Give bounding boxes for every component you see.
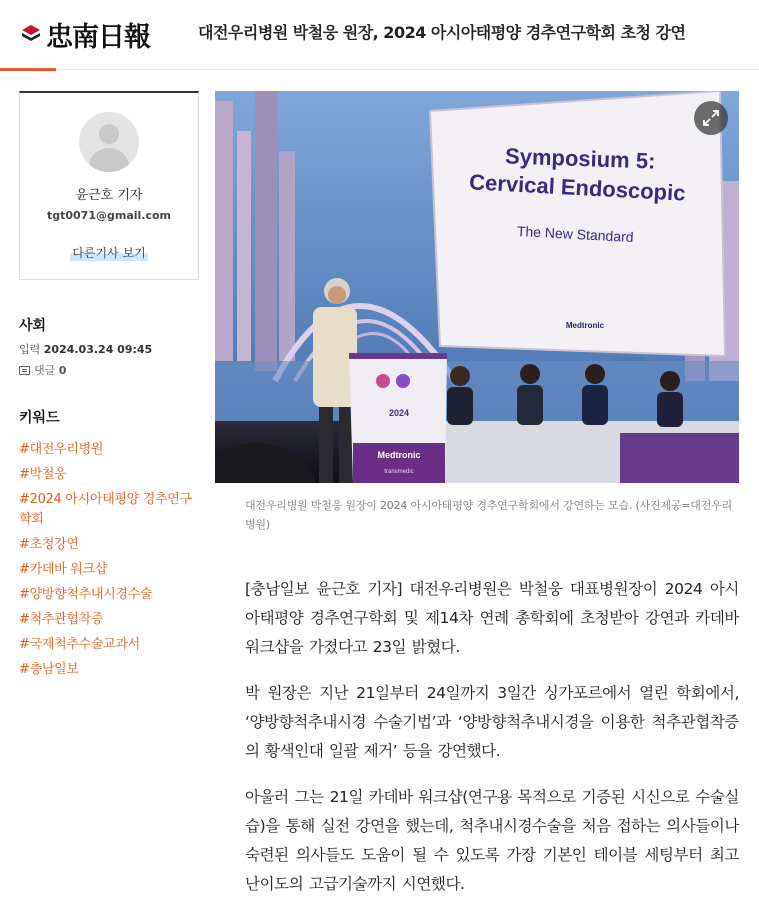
author-card [19,91,199,280]
keyword-list [19,440,199,685]
logo-mark-icon [20,23,42,45]
slide-line-1: Symposium 5: [504,143,656,174]
podium-sub: transmedic [384,469,414,475]
site-logo[interactable] [20,14,150,54]
author-name: 윤근호 기자 [75,188,143,203]
article-paragraph: 박 원장은 지난 21일부터 24일까지 3일간 싱가포르에서 열린 학회에서, ‘양방향척추내시경 수술기법’과 ‘양방향척추내시경을 이용한 척추관협착증의 황색인대 일괄 제거’ 등을 강연했다. [245,684,739,760]
article-paragraph: [충남일보 윤근호 기자] 대전우리병원은 박철웅 대표병원장이 2024 아시아태평양 경추연구학회 및 제14차 연례 총학회에 초청받아 강연과 카데바 워크샵을 가졌다고 23일 밝혔다. [245,580,739,656]
section-name[interactable]: 사회 [19,318,47,334]
publish-date [19,341,152,357]
publish-date-value: 2024.03.24 09:45 [43,343,153,356]
avatar-body-shape [89,148,129,172]
avatar [79,112,139,172]
slide-line-2: Cervical Endoscopic [468,169,687,206]
keyword-link[interactable]: #박철웅 [19,467,67,482]
keyword-link[interactable]: #충남일보 [19,662,79,677]
keyword-link[interactable]: #초청강연 [19,537,79,552]
comment-icon [19,366,30,375]
conference-photo-illustration [215,91,739,483]
author-email[interactable]: tgt0071@gmail.com [46,209,172,222]
expand-icon [694,101,728,135]
slide-sponsor-2: transmedic [612,356,648,363]
podium-brand: Medtronic [377,450,421,460]
publish-date-label: 입력 [19,343,41,356]
keyword-link[interactable]: #척추관협착증 [19,612,104,627]
slide-sponsor-1: Medtronic [565,321,605,330]
avatar-head-shape [99,124,119,144]
comment-label: 댓글 [34,364,56,377]
article-headline: 대전우리병원 박철웅 원장, 2024 아시아태평양 경추연구학회 초청 강연 [198,23,686,42]
slide-line-3: The New Standard [516,222,634,246]
comment-count[interactable] [19,362,66,378]
keyword-link[interactable]: #국제척추수술교과서 [19,637,140,652]
header-accent-bar [0,68,56,71]
expand-photo-button[interactable] [694,101,728,135]
site-header [0,0,759,70]
keyword-link[interactable]: #양방향척추내시경수술 [19,587,153,602]
article-photo[interactable] [215,91,739,483]
article-paragraph: 아울러 그는 21일 카데바 워크샵(연구용 목적으로 기증된 시신으로 수술실습)을 통해 실전 강연을 했는데, 척추내시경수술을 처음 접하는 의사들이나 숙련된 의사들도 도움이 될 수 있도록 가장 기본인 테이블 세팅부터 최고 난이도의 고급기술까지 시연했다. [245,788,739,893]
keyword-title: 키워드 [19,410,60,426]
comment-count-value: 0 [58,363,67,377]
keyword-link[interactable]: #카데바 워크샵 [19,562,107,577]
podium-year: 2024 [388,408,410,418]
keyword-link[interactable]: #2024 아시아태평양 경추연구학회 [19,492,192,527]
more-articles-link[interactable]: 다른기사 보기 [72,246,146,260]
article-body [245,575,739,902]
photo-caption: 대전우리병원 박철웅 원장이 2024 아시아태평양 경추연구학회에서 강연하는 모습. (사진제공=대전우리병원) [245,499,733,531]
keyword-link[interactable]: #대전우리병원 [19,442,104,457]
logo-text: 忠南日報 [46,21,150,53]
